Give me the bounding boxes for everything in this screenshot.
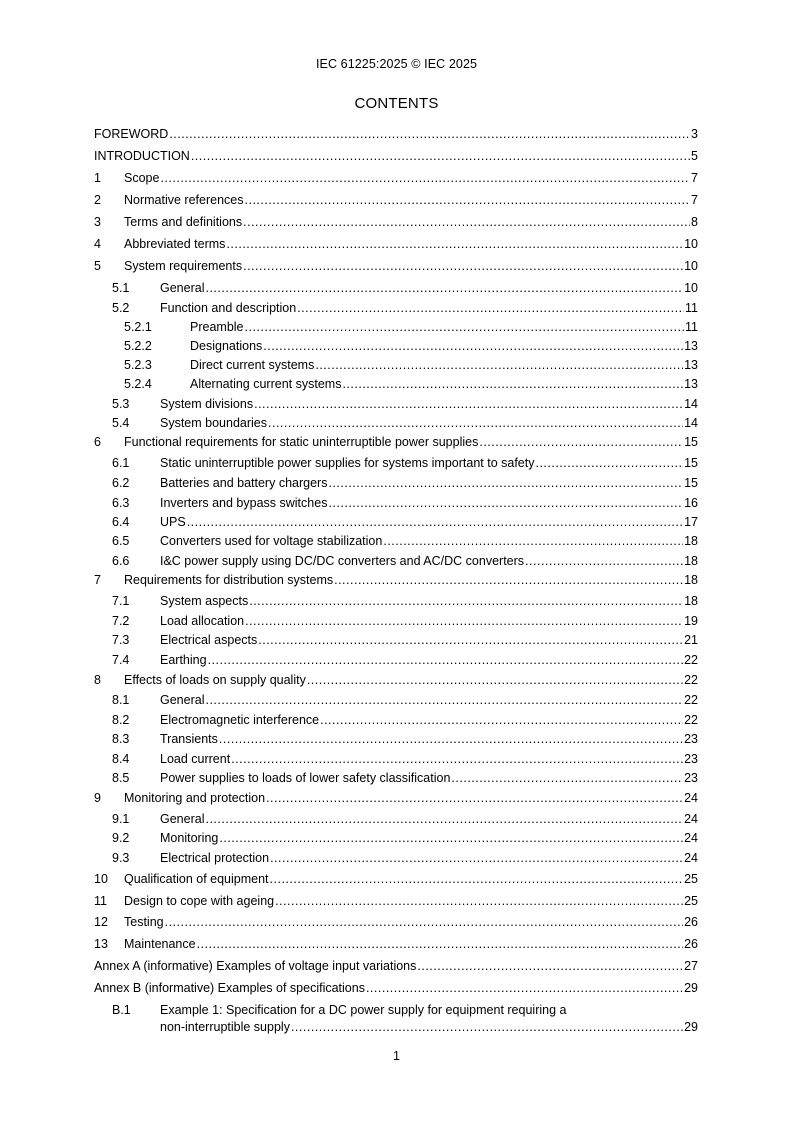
toc-entry-page: 22 (684, 713, 698, 727)
toc-entry-number: 7.1 (112, 594, 130, 608)
toc-entry-number: 6.3 (112, 496, 130, 510)
toc-entry-title: General (160, 693, 205, 707)
toc-entry-number: B.1 (112, 1003, 131, 1017)
toc-entry-number: 5.2.3 (124, 358, 152, 372)
dot-leader (275, 893, 683, 910)
toc-entry-number: 8.2 (112, 713, 130, 727)
dot-leader (291, 1019, 683, 1036)
dot-leader (417, 958, 683, 975)
toc-entry-page: 7 (691, 193, 698, 207)
dot-leader (320, 712, 683, 729)
toc-entry[interactable] (94, 126, 698, 143)
toc-entry-number: 13 (94, 937, 108, 951)
dot-leader (160, 170, 690, 187)
dot-leader (254, 396, 683, 413)
dot-leader (219, 830, 683, 847)
toc-entry-title: Designations (190, 339, 263, 353)
dot-leader (187, 514, 683, 531)
toc-entry-page: 13 (684, 358, 698, 372)
toc-entry-title: UPS (160, 515, 186, 529)
toc-entry[interactable] (94, 572, 698, 589)
toc-entry-title: Power supplies to loads of lower safety classification (160, 771, 451, 785)
toc-entry[interactable] (94, 980, 698, 997)
toc-entry[interactable] (94, 338, 698, 355)
toc-entry-title: FOREWORD (94, 127, 169, 141)
dot-leader (328, 475, 683, 492)
dot-leader (315, 357, 683, 374)
dot-leader (169, 126, 690, 143)
toc-entry-page: 25 (684, 872, 698, 886)
toc-entry[interactable] (94, 514, 698, 531)
toc-entry-page: 27 (684, 959, 698, 973)
toc-entry-title: Monitoring and protection (124, 791, 266, 805)
toc-entry[interactable] (94, 258, 698, 275)
toc-entry[interactable] (94, 731, 698, 748)
toc-entry-number: 8.5 (112, 771, 130, 785)
toc-entry[interactable] (94, 712, 698, 729)
dot-leader (525, 553, 683, 570)
toc-entry[interactable] (94, 790, 698, 807)
toc-entry-title: I&C power supply using DC/DC converters and AC/DC converters (160, 554, 525, 568)
toc-entry-number: 3 (94, 215, 101, 229)
toc-entry-title: Electrical protection (160, 851, 270, 865)
dot-leader (245, 192, 691, 209)
dot-leader (268, 415, 683, 432)
dot-leader (243, 214, 690, 231)
dot-leader (231, 751, 683, 768)
dot-leader (226, 236, 683, 253)
dot-leader (245, 613, 683, 630)
toc-entry-number: 8.4 (112, 752, 130, 766)
dot-leader (479, 434, 683, 451)
toc-entry-number: 9.2 (112, 831, 130, 845)
toc-entry-number: 7.4 (112, 653, 130, 667)
toc-entry[interactable] (94, 692, 698, 709)
toc-entry-number: 5.1 (112, 281, 130, 295)
toc-entry-page: 18 (684, 573, 698, 587)
toc-entry-title: Normative references (124, 193, 244, 207)
toc-entry[interactable] (94, 830, 698, 847)
dot-leader (208, 652, 684, 669)
toc-entry-page: 18 (684, 594, 698, 608)
toc-entry-title: Load current (160, 752, 231, 766)
toc-entry-page: 18 (684, 554, 698, 568)
toc-entry-page: 10 (684, 237, 698, 251)
toc-entry[interactable] (94, 914, 698, 931)
dot-leader (307, 672, 683, 689)
toc-entry[interactable] (94, 1002, 698, 1036)
dot-leader (205, 280, 683, 297)
toc-entry-number: 9 (94, 791, 101, 805)
toc-entry-title: Design to cope with ageing (124, 894, 275, 908)
toc-entry-number: 7 (94, 573, 101, 587)
toc-entry-number: 6.6 (112, 554, 130, 568)
toc-entry-number: 6.1 (112, 456, 130, 470)
toc-entry[interactable] (94, 148, 698, 165)
toc-entry-number: 8.3 (112, 732, 130, 746)
toc-entry-title-continued: non-interruptible supply (160, 1020, 290, 1034)
toc-entry-page: 23 (684, 771, 698, 785)
toc-entry[interactable] (94, 893, 698, 910)
toc-entry-number: 5 (94, 259, 101, 273)
toc-entry[interactable] (94, 672, 698, 689)
toc-entry-page: 29 (684, 981, 698, 995)
dot-leader (191, 148, 690, 165)
toc-entry-page: 16 (684, 496, 698, 510)
toc-entry-number: 6 (94, 435, 101, 449)
toc-entry[interactable] (94, 434, 698, 451)
dot-leader (383, 533, 683, 550)
toc-entry-title: Annex A (informative) Examples of voltage input variations (94, 959, 417, 973)
toc-entry[interactable] (94, 396, 698, 413)
toc-entry-page: 14 (684, 397, 698, 411)
toc-entry-page: 10 (684, 259, 698, 273)
toc-entry-title: Testing (124, 915, 164, 929)
dot-leader (328, 495, 683, 512)
toc-entry-page: 14 (684, 416, 698, 430)
toc-entry-number: 5.2.2 (124, 339, 152, 353)
toc-entry[interactable] (94, 652, 698, 669)
toc-entry[interactable] (94, 632, 698, 649)
toc-entry-title: System aspects (160, 594, 249, 608)
toc-entry-title: Preamble (190, 320, 244, 334)
toc-entry-number: 12 (94, 915, 108, 929)
toc-entry-number: 8.1 (112, 693, 130, 707)
toc-entry-page: 17 (684, 515, 698, 529)
toc-entry-number: 1 (94, 171, 101, 185)
toc-entry[interactable] (94, 751, 698, 768)
toc-entry-page: 24 (684, 851, 698, 865)
toc-entry-title: Batteries and battery chargers (160, 476, 328, 490)
dot-leader (535, 455, 683, 472)
toc-entry-page: 23 (684, 752, 698, 766)
toc-entry-page: 3 (691, 127, 698, 141)
toc-entry-title: Annex B (informative) Examples of specifications (94, 981, 365, 995)
toc-entry-page: 15 (684, 456, 698, 470)
toc-entry-number: 10 (94, 872, 108, 886)
dot-leader (258, 632, 683, 649)
toc-entry[interactable] (94, 850, 698, 867)
dot-leader (263, 338, 683, 355)
toc-entry-page: 24 (684, 791, 698, 805)
dot-leader (270, 850, 683, 867)
toc-entry-page: 8 (691, 215, 698, 229)
toc-entry-title: Load allocation (160, 614, 245, 628)
toc-entry-number: 11 (94, 894, 107, 908)
running-header: IEC 61225:2025 © IEC 2025 (315, 57, 478, 71)
dot-leader (197, 936, 684, 953)
toc-entry-number: 6.2 (112, 476, 130, 490)
toc-entry-number: 5.2 (112, 301, 130, 315)
toc-entry-title: Direct current systems (190, 358, 315, 372)
toc-entry-page: 18 (684, 534, 698, 548)
dot-leader (366, 980, 683, 997)
toc-entry-page: 26 (684, 937, 698, 951)
dot-leader (243, 258, 683, 275)
toc-entry-page: 5 (691, 149, 698, 163)
toc-entry-page: 21 (684, 633, 698, 647)
dot-leader (451, 770, 683, 787)
toc-entry[interactable] (94, 170, 698, 187)
toc-entry-title: INTRODUCTION (94, 149, 190, 163)
toc-entry-title: Monitoring (160, 831, 219, 845)
toc-entry[interactable] (94, 300, 698, 317)
toc-entry-title: Terms and definitions (124, 215, 243, 229)
toc-entry-title: Static uninterruptible power supplies for systems important to safety (160, 456, 535, 470)
toc-entry[interactable] (94, 415, 698, 432)
toc-entry-page: 13 (684, 377, 698, 391)
toc-entry-title: Transients (160, 732, 218, 746)
toc-entry[interactable] (94, 811, 698, 828)
toc-entry-page: 22 (684, 673, 698, 687)
toc-entry-number: 5.4 (112, 416, 130, 430)
dot-leader (249, 593, 683, 610)
toc-entry-number: 6.4 (112, 515, 130, 529)
dot-leader (219, 731, 683, 748)
toc-entry[interactable] (94, 593, 698, 610)
toc-entry-page: 10 (684, 281, 698, 295)
dot-leader (297, 300, 684, 317)
dot-leader (205, 811, 683, 828)
toc-entry[interactable] (94, 936, 698, 953)
toc-entry-title: Abbreviated terms (124, 237, 226, 251)
toc-entry-page: 25 (684, 894, 698, 908)
toc-entry-number: 9.3 (112, 851, 130, 865)
toc-entry-number: 4 (94, 237, 101, 251)
toc-entry-number: 5.3 (112, 397, 130, 411)
toc-entry-number: 8 (94, 673, 101, 687)
toc-entry-number: 5.2.4 (124, 377, 152, 391)
toc-entry-number: 5.2.1 (124, 320, 152, 334)
toc-entry-page: 24 (684, 812, 698, 826)
dot-leader (205, 692, 683, 709)
toc-entry-title: Scope (124, 171, 160, 185)
dot-leader (334, 572, 683, 589)
toc-entry[interactable] (94, 533, 698, 550)
toc-entry[interactable] (94, 319, 698, 336)
toc-entry-title: Electrical aspects (160, 633, 258, 647)
toc-entry[interactable] (94, 871, 698, 888)
dot-leader (270, 871, 684, 888)
toc-entry[interactable] (94, 357, 698, 374)
toc-entry-page: 22 (684, 653, 698, 667)
toc-entry-page: 26 (684, 915, 698, 929)
toc-entry-number: 7.2 (112, 614, 130, 628)
toc-entry-title: General (160, 281, 205, 295)
toc-entry[interactable] (94, 280, 698, 297)
toc-entry-title: Effects of loads on supply quality (124, 673, 306, 687)
page-title: CONTENTS (354, 95, 439, 112)
toc-entry-page: 15 (684, 476, 698, 490)
toc-entry[interactable] (94, 236, 698, 253)
toc-entry-page: 22 (684, 693, 698, 707)
toc-entry-page: 7 (691, 171, 698, 185)
toc-entry[interactable] (94, 553, 698, 570)
toc-entry-title: Functional requirements for static uninterruptible power supplies (124, 435, 479, 449)
toc-entry-title: Earthing (160, 653, 207, 667)
toc-entry-page: 23 (684, 732, 698, 746)
toc-entry-number: 2 (94, 193, 101, 207)
dot-leader (266, 790, 683, 807)
toc-entry-first-line (112, 1002, 566, 1019)
toc-entry[interactable] (94, 455, 698, 472)
toc-entry-title: System boundaries (160, 416, 268, 430)
toc-entry-page: 29 (684, 1020, 698, 1034)
toc-entry-title: System requirements (124, 259, 243, 273)
toc-entry[interactable] (94, 214, 698, 231)
toc-entry-number: 7.3 (112, 633, 130, 647)
toc-entry-page: 13 (684, 339, 698, 353)
toc-entry[interactable] (94, 495, 698, 512)
dot-leader (342, 376, 683, 393)
toc-entry-page: 24 (684, 831, 698, 845)
toc-entry-title: System divisions (160, 397, 254, 411)
toc-entry-number: 6.5 (112, 534, 130, 548)
toc-entry-title: Requirements for distribution systems (124, 573, 334, 587)
toc-entry[interactable] (94, 192, 698, 209)
toc-entry[interactable] (94, 376, 698, 393)
toc-entry-title: Converters used for voltage stabilization (160, 534, 383, 548)
toc-entry-title: Alternating current systems (190, 377, 342, 391)
toc-entry-title: Electromagnetic interference (160, 713, 320, 727)
toc-entry-title: Example 1: Specification for a DC power supply for equipment requiring a (160, 1003, 567, 1017)
toc-entry[interactable] (94, 958, 698, 975)
toc-entry[interactable] (94, 770, 698, 787)
toc-entry[interactable] (94, 613, 698, 630)
toc-entry-title: Maintenance (124, 937, 196, 951)
toc-entry-title: General (160, 812, 205, 826)
toc-entry-page: 19 (684, 614, 698, 628)
page-number: 1 (393, 1049, 400, 1063)
toc-entry-page: 11 (685, 301, 698, 315)
toc-entry-number: 9.1 (112, 812, 130, 826)
dot-leader (245, 319, 685, 336)
toc-entry-title: Function and description (160, 301, 297, 315)
toc-entry-title: Inverters and bypass switches (160, 496, 328, 510)
toc-entry-title: Qualification of equipment (124, 872, 269, 886)
toc-entry-page: 11 (685, 320, 698, 334)
toc-entry-page: 15 (684, 435, 698, 449)
toc-entry[interactable] (94, 475, 698, 492)
dot-leader (165, 914, 683, 931)
